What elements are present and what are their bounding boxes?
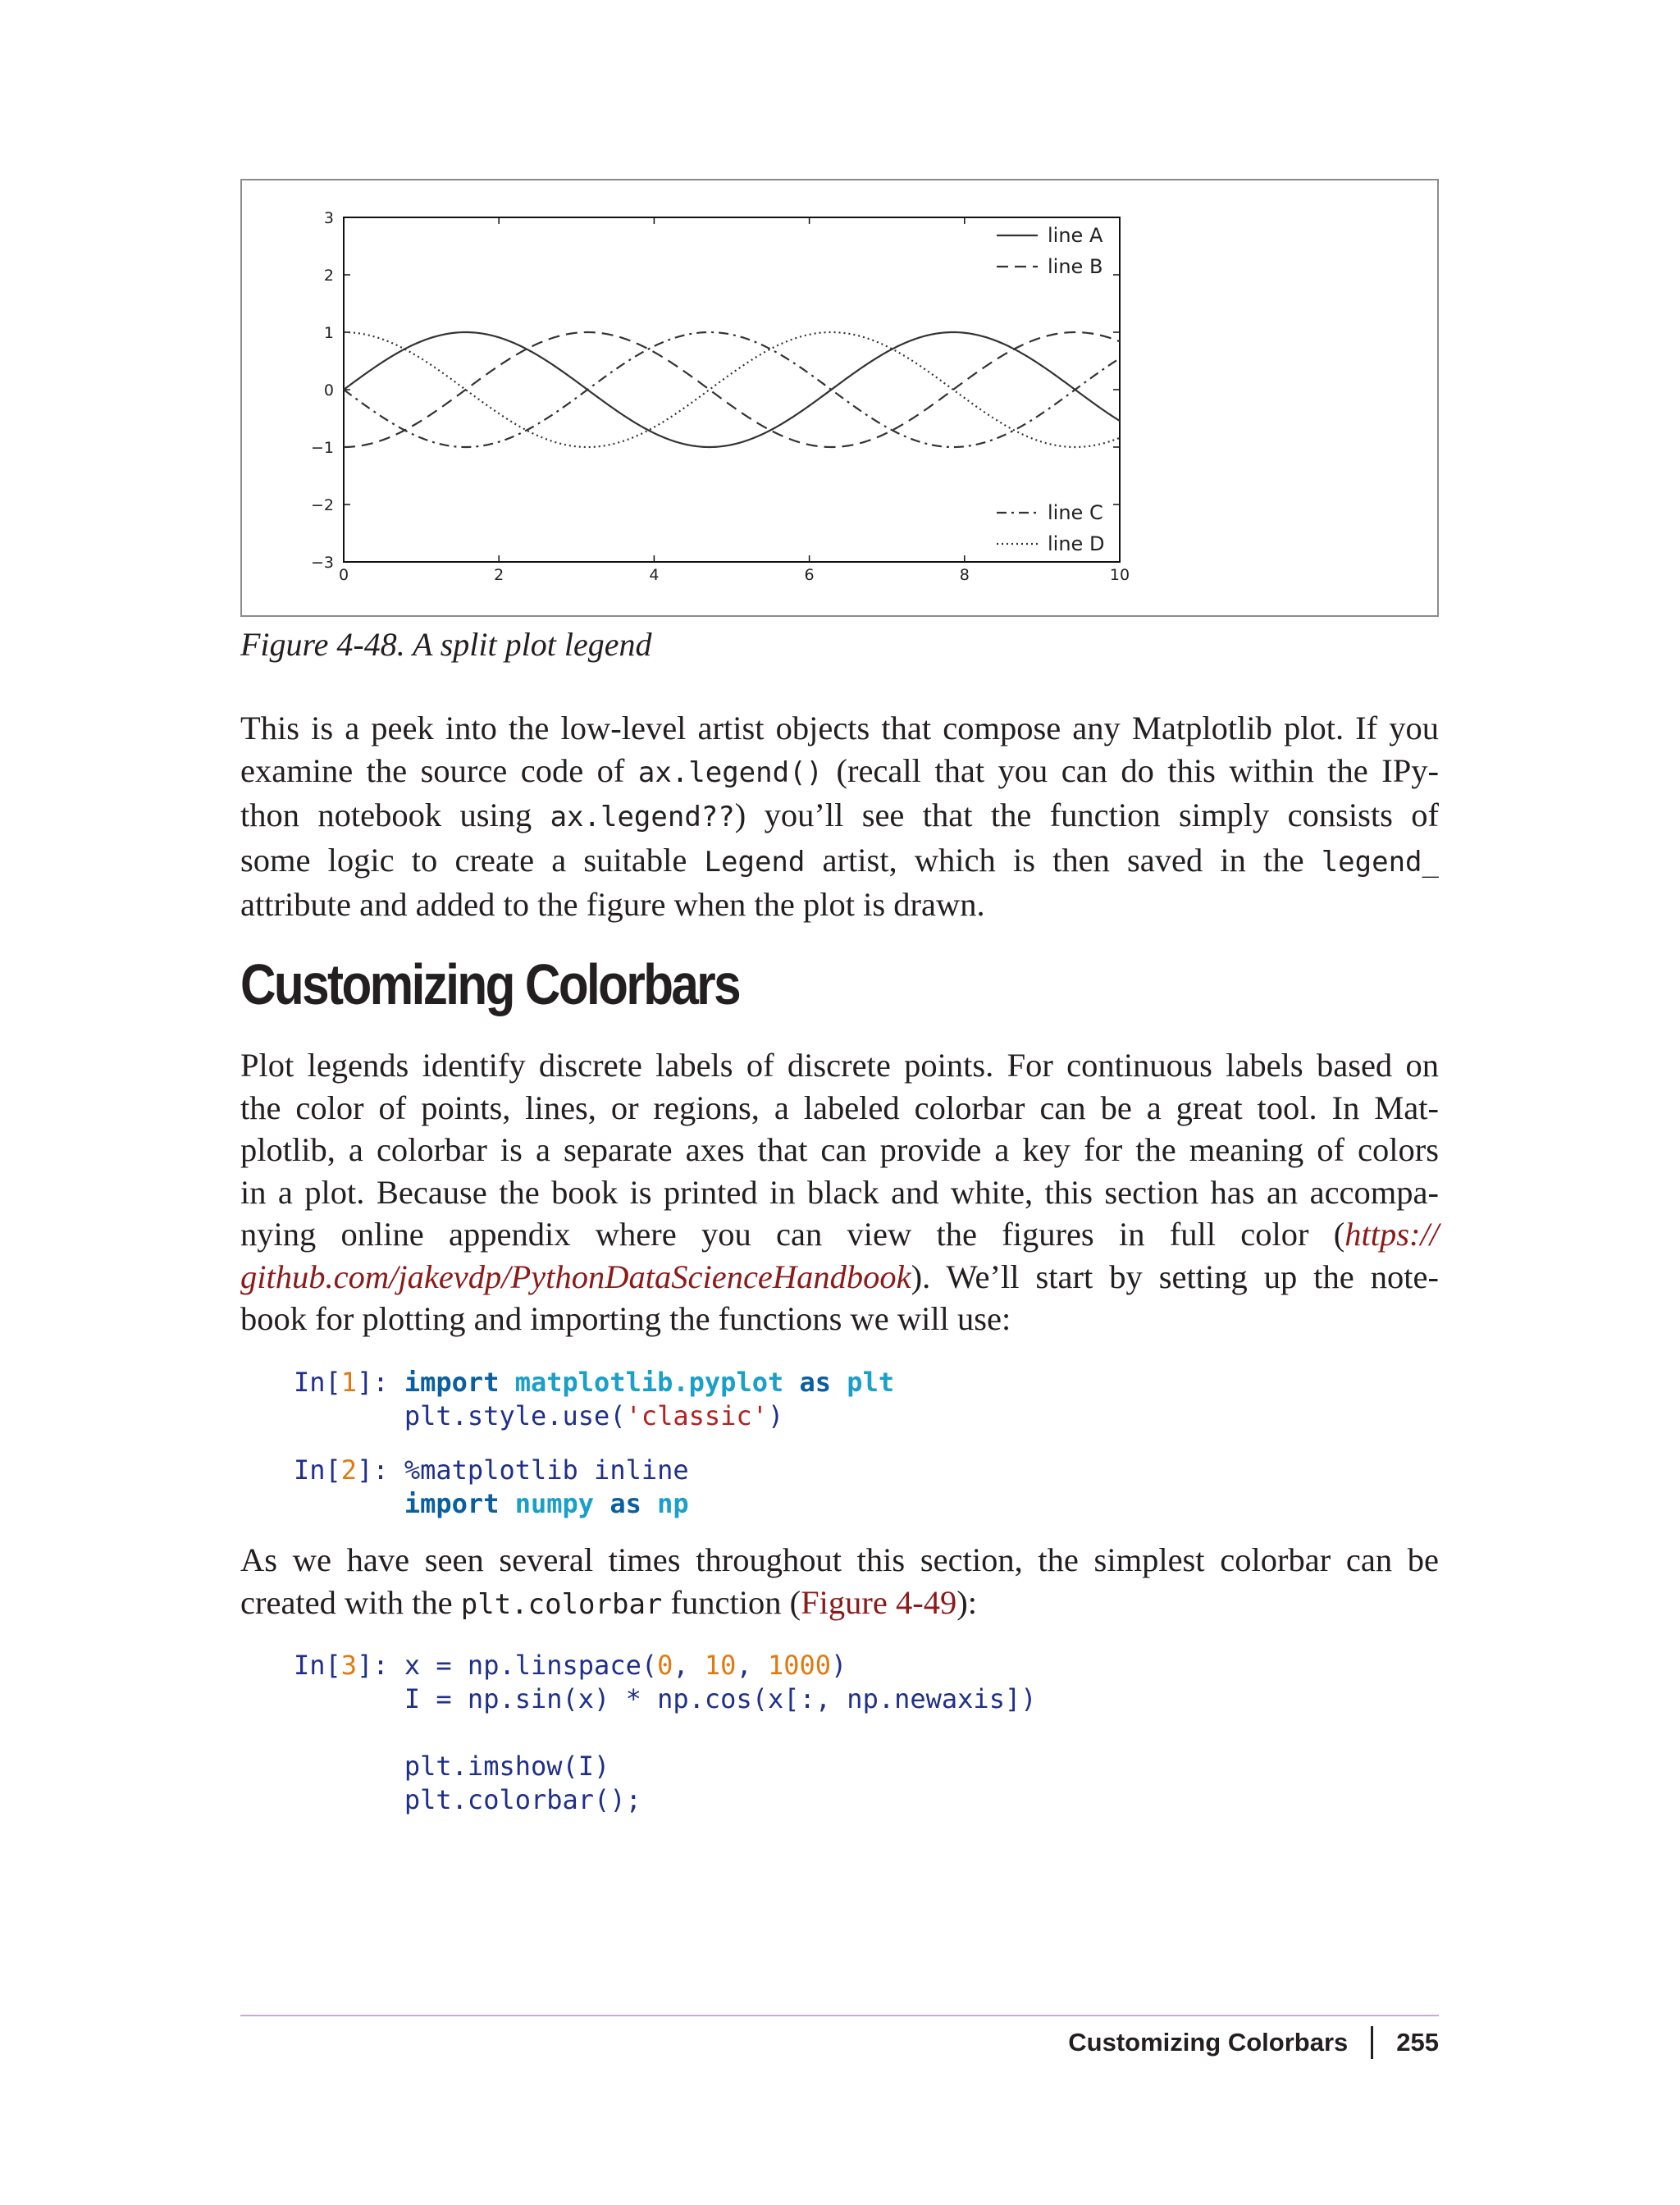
legend-label: line A <box>1048 224 1103 247</box>
series-line-line-d <box>344 332 1120 447</box>
y-tick-label: 2 <box>323 267 334 285</box>
code-cell-2: In[2]: %matplotlib inline import numpy as np <box>294 1454 689 1519</box>
text-line: in a plot. Because the book is printed in black and white, this section has an accompa- <box>240 1173 1439 1211</box>
text-line: examine the source code of ax.legend() (recall that you can do this within the IPy- <box>240 751 1439 789</box>
text-line: thon notebook using ax.legend??) you’ll see that the function simply consists of <box>240 797 1439 833</box>
page-footer <box>1068 2026 1439 2059</box>
page-number: 255 <box>1396 2028 1439 2057</box>
text-line: Plot legends identify discrete labels of discrete points. For continuous labels based on <box>240 1047 1439 1084</box>
github-link[interactable]: https:// <box>1344 1216 1439 1253</box>
figure-caption: Figure 4-48. A split plot legend <box>240 626 652 663</box>
x-tick-label: 0 <box>338 566 349 584</box>
y-tick-label: 0 <box>323 381 334 399</box>
x-tick-label: 8 <box>959 566 970 584</box>
text-line: some logic to create a suitable Legend artist, which is then saved in the legend_ <box>240 841 1439 879</box>
footer-rule <box>240 2015 1439 2016</box>
plot-area <box>344 217 1120 562</box>
inline-code: Legend <box>704 845 806 879</box>
legend-label: line C <box>1048 501 1103 524</box>
figure-link[interactable]: Figure 4-49 <box>801 1583 957 1621</box>
text-line: github.com/jakevdp/PythonDataScienceHandbook). We’ll start by setting up the note- <box>240 1258 1439 1295</box>
text-line: attribute and added to the figure when the plot is drawn. <box>240 886 985 923</box>
y-tick-label: 1 <box>323 324 334 342</box>
y-tick-label: −3 <box>310 554 334 572</box>
code-prompt: In[3]: <box>294 1650 404 1681</box>
x-tick-label: 4 <box>649 566 660 584</box>
text-line: plotlib, a colorbar is a separate axes that can provide a key for the meaning of colors <box>240 1131 1439 1168</box>
text-line: As we have seen several times throughout this section, the simplest colorbar can be <box>240 1541 1439 1578</box>
x-tick-label: 6 <box>804 566 815 584</box>
y-tick-label: −1 <box>310 439 334 457</box>
inline-code: legend_ <box>1321 845 1439 879</box>
inline-code: plt.colorbar <box>460 1587 663 1621</box>
text-line: This is a peek into the low-level artist objects that compose any Matplotlib plot. If you <box>240 710 1439 746</box>
footer-separator <box>1371 2026 1373 2059</box>
code-prompt: In[1]: <box>294 1367 404 1398</box>
text-line: the color of points, lines, or regions, a labeled colorbar can be a great tool. In Mat- <box>240 1089 1439 1126</box>
text-line: book for plotting and importing the functions we will use: <box>240 1300 1011 1337</box>
series-line-line-c <box>344 332 1120 447</box>
legend-label: line D <box>1048 532 1105 555</box>
series-line-line-a <box>344 332 1120 447</box>
y-tick-label: 3 <box>323 209 334 227</box>
paragraph-legend-internals <box>240 707 1439 926</box>
figure-frame <box>240 179 1439 617</box>
x-tick-label: 10 <box>1109 566 1130 584</box>
paragraph-simplest-colorbar <box>240 1539 1439 1626</box>
series-line-line-b <box>344 332 1120 447</box>
inline-code: ax.legend() <box>637 756 824 789</box>
text-line: nying online appendix where you can view the figures in full color (https:// <box>240 1216 1439 1253</box>
legend-label: line B <box>1048 255 1103 278</box>
text-line: created with the plt.colorbar function (Figure 4-49): <box>240 1583 977 1621</box>
y-tick-label: −2 <box>310 496 334 514</box>
code-prompt: In[2]: <box>294 1454 404 1486</box>
footer-section-title: Customizing Colorbars <box>1068 2028 1349 2057</box>
x-tick-label: 2 <box>494 566 504 584</box>
inline-code: ax.legend?? <box>550 801 735 833</box>
code-cell-3: In[3]: x = np.linspace(0, 10, 1000) I = np.sin(x) * np.cos(x[:, np.newaxis]) plt.imshow(I) plt.colorbar(); <box>294 1650 1037 1815</box>
section-heading: Customizing Colorbars <box>240 952 740 1016</box>
code-cell-1: In[1]: import matplotlib.pyplot as plt plt.style.use('classic') <box>294 1367 895 1431</box>
split-legend-chart <box>242 180 1440 619</box>
github-link[interactable]: github.com/jakevdp/PythonDataScienceHandbook <box>240 1258 911 1295</box>
paragraph-colorbars-intro <box>240 1044 1439 1340</box>
